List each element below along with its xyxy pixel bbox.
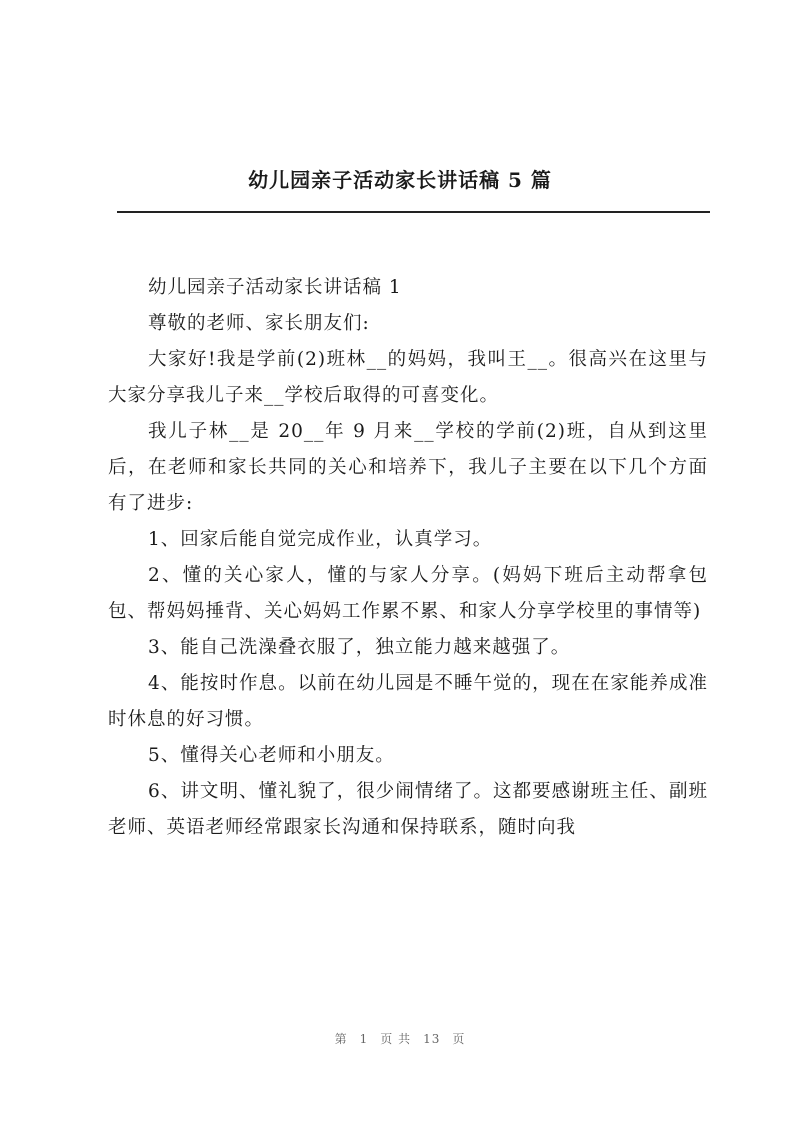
list-item: 2、懂的关心家人，懂的与家人分享。(妈妈下班后主动帮拿包包、帮妈妈捶背、关心妈妈工作累不累、和家人分享学校里的事情等) bbox=[108, 565, 708, 622]
page-footer bbox=[0, 1030, 800, 1047]
document-title: 幼儿园亲子活动家长讲话稿 5 篇 bbox=[248, 168, 552, 192]
paragraph-heading: 幼儿园亲子活动家长讲话稿 1 bbox=[148, 277, 402, 298]
page-suffix: 页 bbox=[452, 1032, 466, 1046]
total-pages: 13 bbox=[423, 1032, 441, 1046]
total-label: 页 共 bbox=[380, 1032, 412, 1046]
list-item: 3、能自己洗澡叠衣服了，独立能力越来越强了。 bbox=[148, 637, 571, 658]
paragraph-salutation: 尊敬的老师、家长朋友们: bbox=[148, 313, 370, 334]
list-item: 5、懂得关心老师和小朋友。 bbox=[148, 745, 395, 766]
list-item: 1、回家后能自觉完成作业，认真学习。 bbox=[148, 529, 493, 550]
list-item: 4、能按时作息。以前在幼儿园是不睡午觉的，现在在家能养成准时休息的好习惯。 bbox=[108, 673, 708, 730]
page-number: 1 bbox=[359, 1032, 369, 1046]
page-label: 第 bbox=[334, 1032, 348, 1046]
document-body bbox=[108, 270, 708, 846]
paragraph: 我儿子林__是 20__年 9 月来__学校的学前(2)班，自从到这里后，在老师和家长共同的关心和培养下，我儿子主要在以下几个方面有了进步: bbox=[108, 421, 708, 514]
list-item: 6、讲文明、懂礼貌了，很少闹情绪了。这都要感谢班主任、副班老师、英语老师经常跟家长沟通和保持联系，随时向我 bbox=[108, 781, 708, 838]
paragraph: 大家好!我是学前(2)班林__的妈妈，我叫王__。很高兴在这里与大家分享我儿子来__学校后取得的可喜变化。 bbox=[108, 349, 708, 406]
title-divider bbox=[117, 211, 710, 213]
